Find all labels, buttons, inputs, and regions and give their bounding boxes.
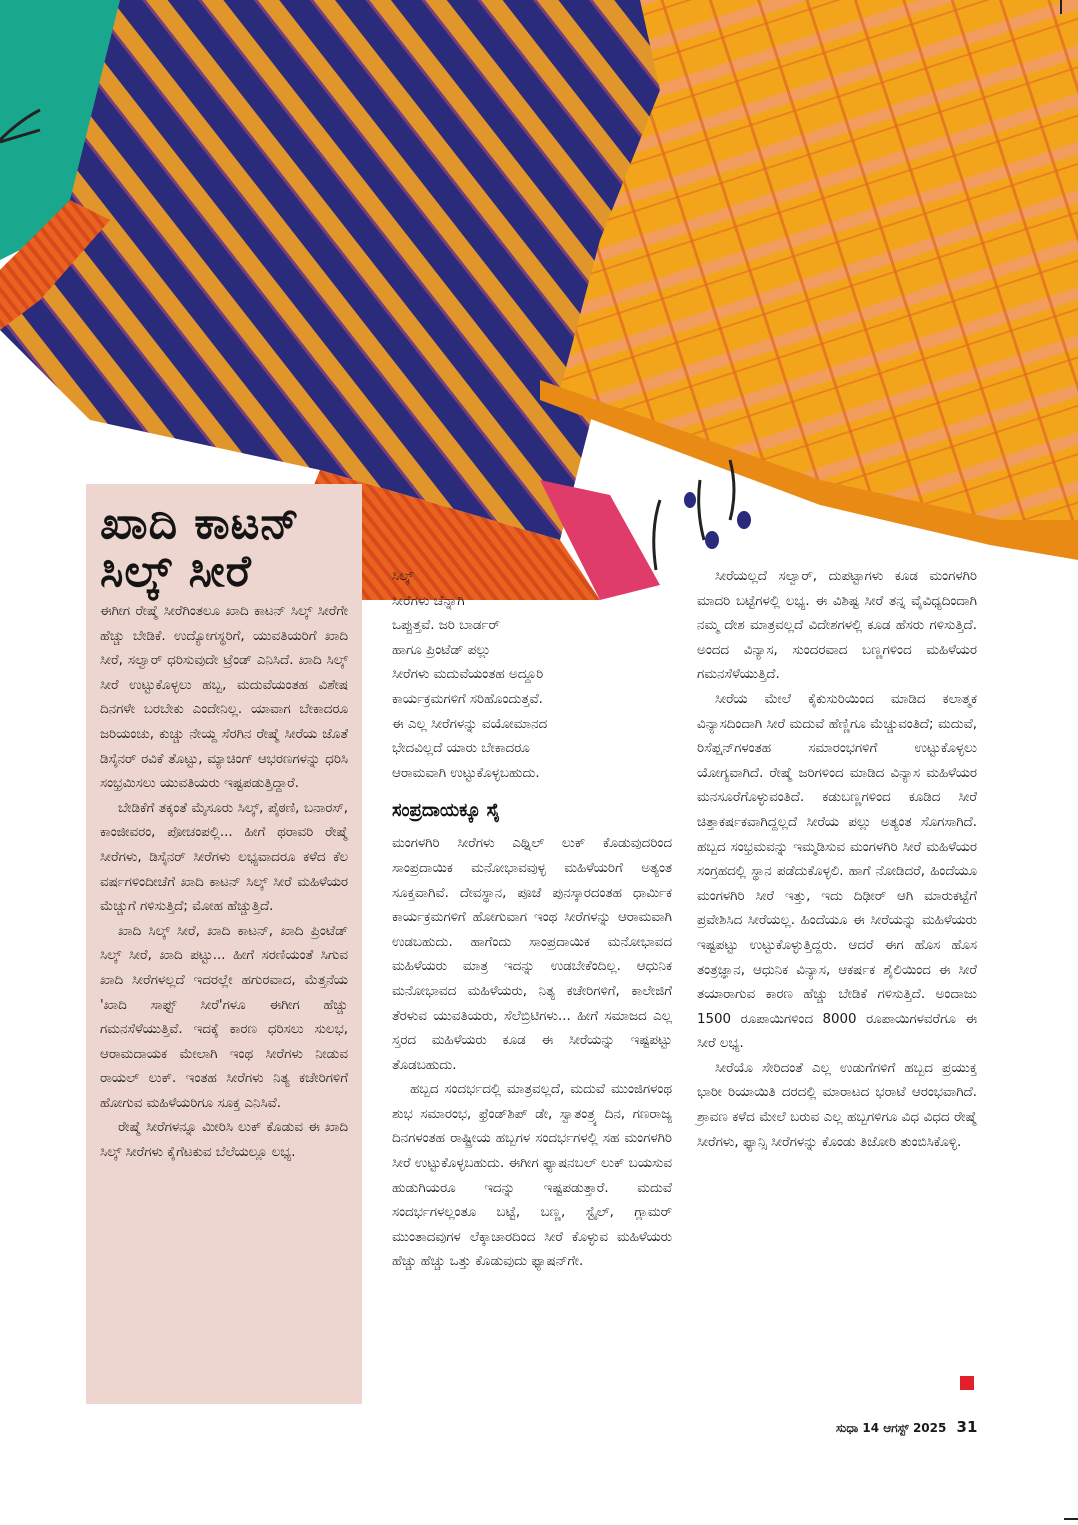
column-2-paragraph: ಮಂಗಳಗಿರಿ ಸೀರೆಗಳು ಎಥ್ನಿಲ್ ಲುಕ್ ಕೊಡುವುದರಿಂದ ಸಾಂಪ್ರದಾಯಿಕ ಮನೋಭಾವವುಳ್ಳ ಮಹಿಳೆಯರಿಗೆ ಅತ್ಯಂತ ಸೂಕ್ತವಾಗಿವೆ. ದೇವಸ್ಥಾನ, ಪೂಜೆ ಪುನಸ್ಕಾರದಂತಹ ಧಾರ್ಮಿಕ ಕಾರ್ಯಕ್ರಮಗಳಿಗೆ ಹೋಗುವಾಗ ಇಂಥ ಸೀರೆಗಳನ್ನು ಆರಾಮವಾಗಿ ಉಡಬಹುದು. ಹಾಗೆಂದು ಸಾಂಪ್ರದಾಯಿಕ ಮನೋಭಾವದ ಮಹಿಳೆಯರು ಮಾತ್ರ ಇದನ್ನು ಉಡಬೇಕೆಂದಿಲ್ಲ. ಆಧುನಿಕ ಮನೋಭಾವದ ಮಹಿಳೆಯರು, ನಿತ್ಯ ಕಚೇರಿಗಳಿಗೆ, ಕಾಲೇಜಿಗೆ ತೆರಳುವ ಯುವತಿಯರು, ಸೆಲೆಬ್ರಿಟಿಗಳು... ಹೀಗೆ ಸಮಾಜದ ಎಲ್ಲ ಸ್ತರದ ಮಹಿಳೆಯರು ಕೂಡ ಈ ಸೀರೆಯನ್ನು ಇಷ್ಟಪಟ್ಟು ತೊಡಬಹುದು. xyxy=(392,836,672,1073)
text-line: ಸಿಲ್ಕ್ xyxy=(392,569,414,584)
section-heading: ಸಂಪ್ರದಾಯಕ್ಕೂ ಸೈ xyxy=(392,800,500,822)
sidebar-paragraph: ರೇಷ್ಮೆ ಸೀರೆಗಳನ್ನೂ ಮೀರಿಸಿ ಲುಕ್ ಕೊಡುವ ಈ ಖಾದಿ ಸಿಲ್ಕ್ ಸೀರೆಗಳು ಕೈಗೆಟಕುವ ಬೆಲೆಯಲ್ಲೂ ಲಭ್ಯ. xyxy=(100,1120,348,1161)
sidebar-title-line2: ಸಿಲ್ಕ್ ಸೀರೆ xyxy=(100,546,252,597)
sidebar-paragraph: ಈಗೀಗ ರೇಷ್ಮೆ ಸೀರೆಗಿಂತಲೂ ಖಾದಿ ಕಾಟನ್ ಸಿಲ್ಕ್ ಸೀರೆಗೇ ಹೆಚ್ಚು ಬೇಡಿಕೆ. ಉದ್ಯೋಗಸ್ಥರಿಗೆ, ಯುವತಿಯರಿಗೆ ಖಾದಿ ಸೀರೆ, ಸಲ್ವಾರ್ ಧರಿಸುವುದೇ ಟ್ರೆಂಡ್ ಎನಿಸಿದೆ. ಖಾದಿ ಸಿಲ್ಕ್ ಸೀರೆ ಉಟ್ಟುಕೊಳ್ಳಲು ಹಬ್ಬ, ಮದುವೆಯಂತಹ ವಿಶೇಷ ದಿನಗಳೇ ಬರಬೇಕು ಎಂದೇನಿಲ್ಲ. ಯಾವಾಗ ಬೇಕಾದರೂ ಜರಿಯಂಚು, ಕುಚ್ಚು ನೇಯ್ದ ಸೆರಗಿನ ರೇಷ್ಮೆ ಸೀರೆಯ ಜೊತೆ ಡಿಸೈನರ್ ರವಿಕೆ ತೊಟ್ಟು, ಮ್ಯಾಚಿಂಗ್ ಆಭರಣಗಳನ್ನು ಧರಿಸಿ ಸಂಭ್ರಮಿಸಲು ಯುವತಿಯರು ಇಷ್ಟಪಡುತ್ತಿದ್ದಾರೆ. xyxy=(100,604,348,792)
article-column-3 xyxy=(697,565,977,1155)
sidebar-paragraph: ಖಾದಿ ಸಿಲ್ಕ್ ಸೀರೆ, ಖಾದಿ ಕಾಟನ್, ಖಾದಿ ಪ್ರಿಂಟೆಡ್ ಸಿಲ್ಕ್ ಸೀರೆ, ಖಾದಿ ಪಟ್ಟು... ಹೀಗೆ ಸರಣಿಯಂತೆ ಸಿಗುವ ಖಾದಿ ಸೀರೆಗಳಲ್ಲದೆ ಇದರಲ್ಲೇ ಹಗುರವಾದ, ಮೆತ್ತನೆಯ 'ಖಾದಿ ಸಾಫ್ಟ್ ಸೀರೆ'ಗಳೂ ಈಗೀಗ ಹೆಚ್ಚು ಗಮನಸೆಳೆಯುತ್ತಿವೆ. ಇದಕ್ಕೆ ಕಾರಣ ಧರಿಸಲು ಸುಲಭ, ಆರಾಮದಾಯಕ ಮೇಲಾಗಿ ಇಂಥ ಸೀರೆಗಳು ನೀಡುವ ರಾಯಲ್ ಲುಕ್. ಇಂತಹ ಸೀರೆಗಳು ನಿತ್ಯ ಕಚೇರಿಗಳಿಗೆ ಹೋಗುವ ಮಹಿಳೆಯರಿಗೂ ಸೂಕ್ತ ಎನಿಸಿವೆ. xyxy=(100,923,348,1111)
sidebar-title-line1: ಖಾದಿ ಕಾಟನ್ xyxy=(100,498,301,549)
text-line: ಭೇದವಿಲ್ಲದೆ ಯಾರು ಬೇಕಾದರೂ xyxy=(392,741,530,757)
footer-publication: ಸುಧಾ 14 ಆಗಸ್ಟ್ 2025 xyxy=(836,1421,947,1435)
column-2-intro xyxy=(392,565,672,786)
text-line: ಆರಾಮವಾಗಿ ಉಟ್ಟುಕೊಳ್ಳಬಹುದು. xyxy=(392,765,540,781)
text-line: ಸೀರೆಗಳು ಚೆನ್ನಾಗಿ xyxy=(392,593,465,609)
article-end-mark xyxy=(960,1376,974,1390)
crop-mark xyxy=(1064,1518,1078,1520)
text-line: ಈ ಎಲ್ಲ ಸೀರೆಗಳನ್ನು ವಯೋಮಾನದ xyxy=(392,716,548,732)
crop-mark xyxy=(1060,0,1062,14)
sidebar-title xyxy=(100,500,348,596)
text-line: ಹಾಗೂ ಪ್ರಿಂಟೆಡ್ ಪಲ್ಲು xyxy=(392,642,491,658)
sidebar-paragraph: ಬೇಡಿಕೆಗೆ ತಕ್ಕಂತೆ ಮೈಸೂರು ಸಿಲ್ಕ್, ಪೈಠಣಿ, ಬನಾರಸ್, ಕಾಂಜೀವರಂ, ಪೋಚಂಪಲ್ಲಿ... ಹೀಗೆ ಥರಾವರಿ ರೇಷ್ಮೆ ಸೀರೆಗಳು, ಡಿಸೈನರ್ ಸೀರೆಗಳು ಲಭ್ಯವಾದರೂ ಕಳೆದ ಕೆಲ ವರ್ಷಗಳಿಂದೀಚೆಗೆ ಖಾದಿ ಕಾಟನ್ ಸಿಲ್ಕ್ ಸೀರೆ ಮಹಿಳೆಯರ ಮೆಚ್ಚುಗೆ ಗಳಿಸುತ್ತಿದೆ; ಮೋಹ ಹೆಚ್ಚುತ್ತಿದೆ. xyxy=(100,800,348,915)
column-3-paragraph: ಸೀರೆಯಲ್ಲದೆ ಸಲ್ವಾರ್, ದುಪಟ್ಟಾಗಳು ಕೂಡ ಮಂಗಳಗಿರಿ ಮಾದರಿ ಬಟ್ಟೆಗಳಲ್ಲಿ ಲಭ್ಯ. ಈ ವಿಶಿಷ್ಟ ಸೀರೆ ತನ್ನ ವೈವಿಧ್ಯದಿಂದಾಗಿ ನಮ್ಮ ದೇಶ ಮಾತ್ರವಲ್ಲದೆ ವಿದೇಶಗಳಲ್ಲಿ ಕೂಡ ಹೆಸರು ಗಳಿಸುತ್ತಿದೆ. ಅಂದದ ವಿನ್ಯಾಸ, ಸುಂದರವಾದ ಬಣ್ಣಗಳಿಂದ ಮಹಿಳೆಯರ ಗಮನಸೆಳೆಯುತ್ತಿದೆ. xyxy=(697,569,977,683)
sidebar-box xyxy=(86,484,362,1404)
text-line: ಸೀರೆಗಳು ಮದುವೆಯಂತಹ ಅದ್ದೂರಿ xyxy=(392,667,544,683)
article-column-2 xyxy=(392,565,672,1275)
text-line: ಒಪ್ಪುತ್ತವೆ. ಜರಿ ಬಾರ್ಡರ್ xyxy=(392,618,500,634)
column-3-paragraph: ಸೀರೆಯೊ ಸೇರಿದಂತೆ ಎಲ್ಲ ಉಡುಗೆಗಳಿಗೆ ಹಬ್ಬದ ಪ್ರಯುಕ್ತ ಭಾರೀ ರಿಯಾಯಿತಿ ದರದಲ್ಲಿ ಮಾರಾಟದ ಭರಾಟೆ ಆರಂಭವಾಗಿದೆ. ಶ್ರಾವಣ ಕಳೆದ ಮೇಲೆ ಬರುವ ಎಲ್ಲ ಹಬ್ಬಗಳಿಗೂ ವಿಧ ವಿಧದ ರೇಷ್ಮೆ ಸೀರೆಗಳು, ಫ್ಯಾನ್ಸಿ ಸೀರೆಗಳನ್ನು ಕೊಂಡು ತಿಜೋರಿ ತುಂಬಿಸಿಕೊಳ್ಳಿ. xyxy=(697,1060,977,1150)
column-3-paragraph: ಸೀರೆಯ ಮೇಲೆ ಕೈಕುಸುರಿಯಿಂದ ಮಾಡಿದ ಕಲಾತ್ಮಕ ವಿನ್ಯಾಸದಿಂದಾಗಿ ಸೀರೆ ಮದುವೆ ಹೆಣ್ಣಿಗೂ ಮೆಚ್ಚುವಂತಿದೆ; ಮದುವೆ, ರಿಸೆಪ್ಷನ್‌ಗಳಂತಹ ಸಮಾರಂಭಗಳಿಗೆ ಉಟ್ಟುಕೊಳ್ಳಲು ಯೋಗ್ಯವಾಗಿದೆ. ರೇಷ್ಮೆ ಜರಿಗಳಿಂದ ಮಾಡಿದ ವಿನ್ಯಾಸ ಮಹಿಳೆಯರ ಮನಸೂರೆಗೊಳ್ಳುವಂತಿದೆ. ಕಡುಬಣ್ಣಗಳಿಂದ ಕೂಡಿದ ಸೀರೆ ಚಿತ್ತಾಕರ್ಷಕವಾಗಿದ್ದಲ್ಲದೆ ಸೀರೆಯ ಪಲ್ಲು ಅತ್ಯಂತ ಸೊಗಸಾಗಿದೆ. ಹಬ್ಬದ ಸಂಭ್ರಮವನ್ನು ಇಮ್ಮಡಿಸುವ ಮಂಗಳಗಿರಿ ಸೀರೆ ಮಹಿಳೆಯರ ಸಂಗ್ರಹದಲ್ಲಿ ಸ್ಥಾನ ಪಡೆದುಕೊಳ್ಳಲಿ. ಹಾಗೆ ನೋಡಿದರೆ, ಹಿಂದೆಯೂ ಮಂಗಳಗಿರಿ ಸೀರೆ ಇತ್ತು, ಇದು ದಿಢೀರ್ ಆಗಿ ಮಾರುಕಟ್ಟೆಗೆ ಪ್ರವೇಶಿಸಿದ ಸೀರೆಯಲ್ಲ. ಹಿಂದೆಯೂ ಈ ಸೀರೆಯನ್ನು ಮಹಿಳೆಯರು ಇಷ್ಟಪಟ್ಟು ಉಟ್ಟುಕೊಳ್ಳುತ್ತಿದ್ದರು. ಆದರೆ ಈಗ ಹೊಸ ಹೊಸ ತಂತ್ರಜ್ಞಾನ, ಆಧುನಿಕ ವಿನ್ಯಾಸ, ಆಕರ್ಷಕ ಶೈಲಿಯಿಂದ ಈ ಸೀರೆ ತಯಾರಾಗುವ ಕಾರಣ ಹೆಚ್ಚು ಬೇಡಿಕೆ ಗಳಿಸುತ್ತಿದೆ. ಅಂದಾಜು 1500 ರೂಪಾಯಿಗಳಿಂದ 8000 ರೂಪಾಯಿಗಳವರೆಗೂ ಈ ಸೀರೆ ಲಭ್ಯ. xyxy=(697,691,977,1052)
page-number: 31 xyxy=(956,1418,978,1436)
text-line: ಕಾರ್ಯಕ್ರಮಗಳಿಗೆ ಸರಿಹೊಂದುತ್ತವೆ. xyxy=(392,691,543,707)
page-footer xyxy=(836,1418,977,1436)
column-2-paragraph: ಹಬ್ಬದ ಸಂದರ್ಭದಲ್ಲಿ ಮಾತ್ರವಲ್ಲದೆ, ಮದುವೆ ಮುಂಜಿಗಳಂಥ ಶುಭ ಸಮಾರಂಭ, ಫ್ರೆಂಡ್‌ಶಿಪ್ ಡೇ, ಸ್ವಾತಂತ್ರ್ಯ ದಿನ, ಗಣರಾಜ್ಯ ದಿನಗಳಂತಹ ರಾಷ್ಟ್ರೀಯ ಹಬ್ಬಗಳ ಸಂದರ್ಭಗಳಲ್ಲಿ ಸಹ ಮಂಗಳಗಿರಿ ಸೀರೆ ಉಟ್ಟುಕೊಳ್ಳಬಹುದು. ಈಗೀಗ ಫ್ಯಾಷನಬಲ್ ಲುಕ್ ಬಯಸುವ ಹುಡುಗಿಯರೂ ಇದನ್ನು ಇಷ್ಟಪಡುತ್ತಾರೆ. ಮದುವೆ ಸಂದರ್ಭಗಳಲ್ಲಂತೂ ಬಟ್ಟೆ, ಬಣ್ಣ, ಸ್ಟೈಲ್, ಗ್ಲಾಮರ್ ಮುಂತಾದವುಗಳ ಲೆಕ್ಕಾಚಾರದಿಂದ ಸೀರೆ ಕೊಳ್ಳುವ ಮಹಿಳೆಯರು ಹೆಚ್ಚು ಹೆಚ್ಚು ಒತ್ತು ಕೊಡುವುದು ಫ್ಯಾಷನ್‌ಗೇ. xyxy=(392,1082,672,1270)
